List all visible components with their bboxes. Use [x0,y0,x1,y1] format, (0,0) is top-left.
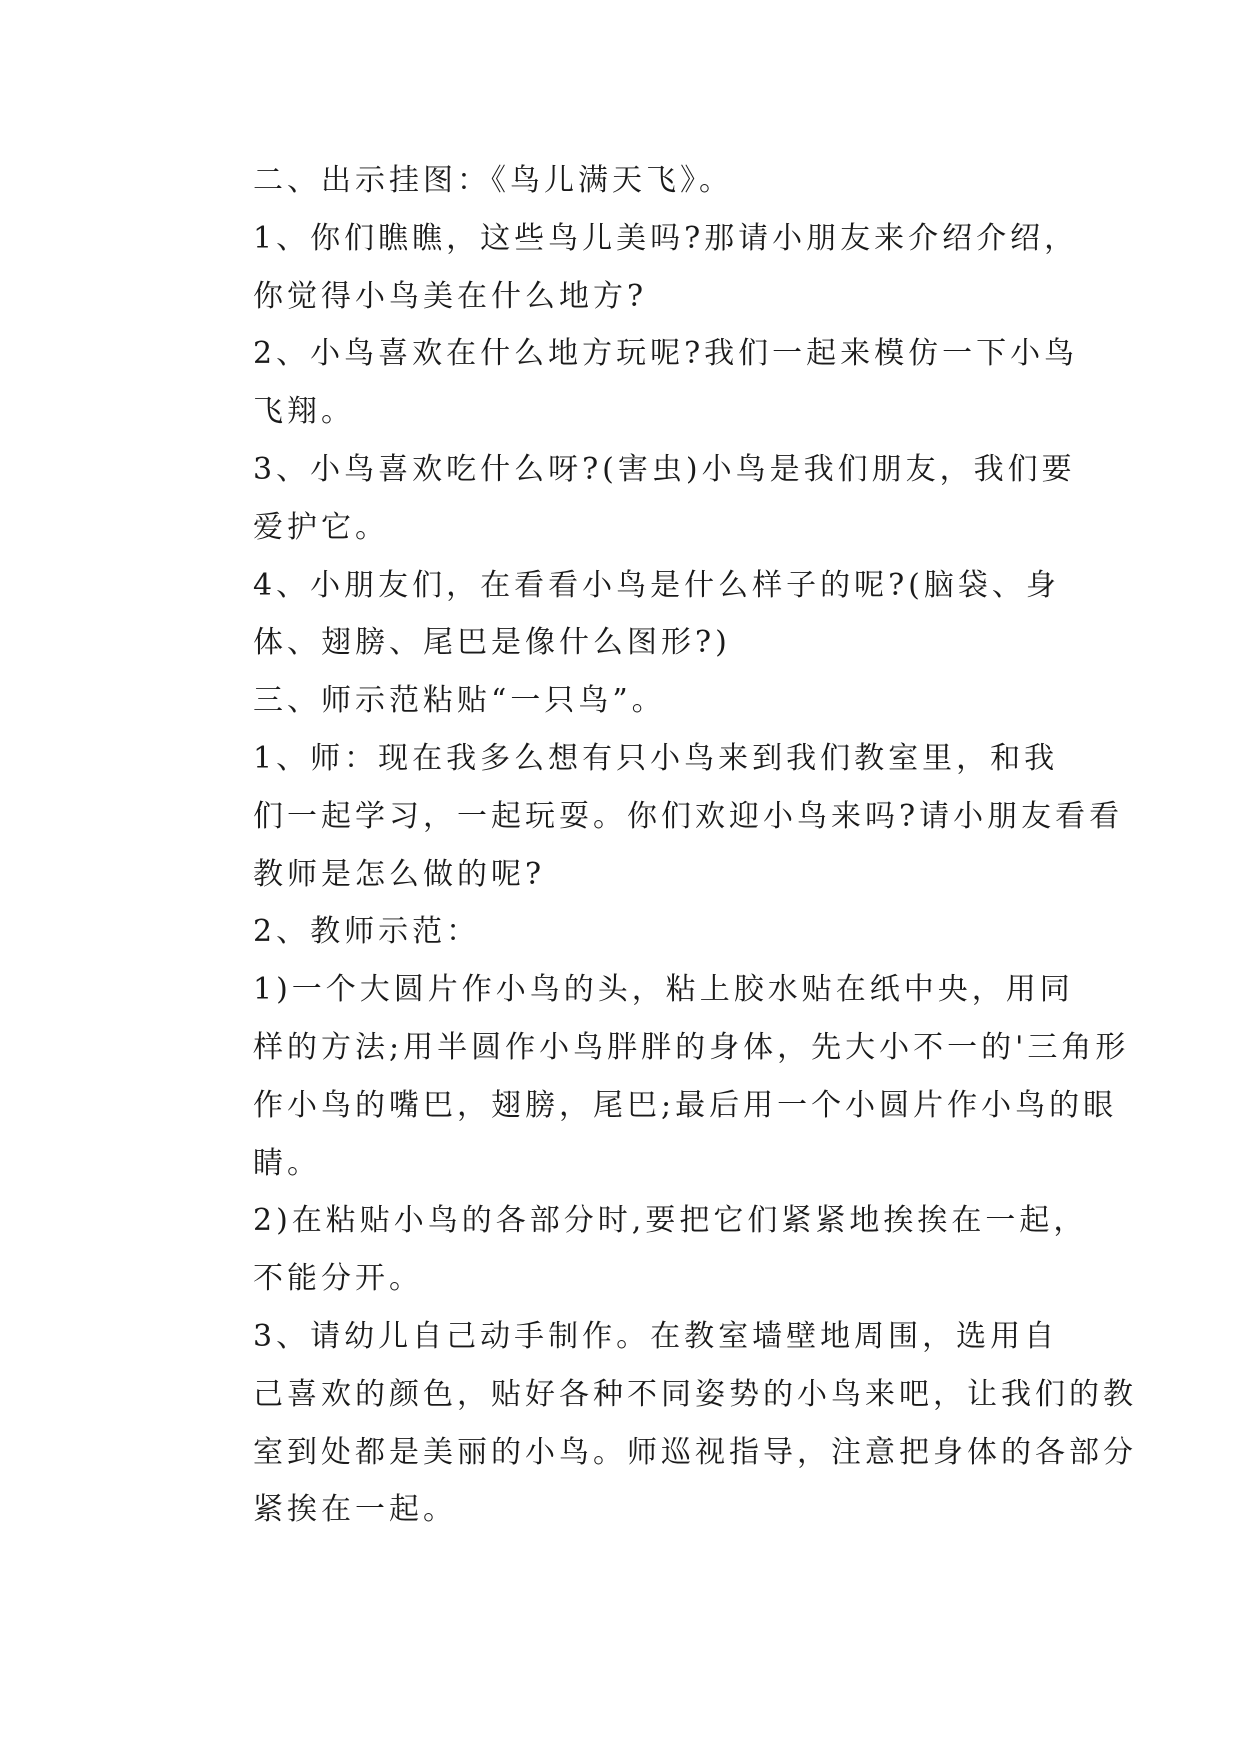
text-line: 爱护它。 [253,509,389,545]
paragraph-demo-step-2 [191,1192,1088,1308]
text-line: 作小鸟的嘴巴，翅膀，尾巴;最后用一个小圆片作小鸟的眼 [253,1087,1118,1123]
text-line: 不能分开。 [253,1261,423,1297]
text-line: 紧挨在一起。 [253,1492,457,1528]
section-heading-3 [191,672,1055,730]
text-line: 2、小鸟喜欢在什么地方玩呢?我们一起来模仿一下小鸟 [253,336,1079,372]
text-line: 教师是怎么做的呢? [253,856,546,892]
text-line: 己喜欢的颜色，贴好各种不同姿势的小鸟来吧，让我们的教 [253,1376,1137,1412]
paragraph-item-1 [191,210,1079,326]
paragraph-demo-heading [191,903,1055,961]
text-line: 你觉得小鸟美在什么地方? [253,278,648,314]
text-line: 睛。 [253,1145,321,1181]
paragraph-item-4 [191,557,1060,673]
paragraph-item-3 [191,441,1076,557]
text-line: 们一起学习，一起玩耍。你们欢迎小鸟来吗?请小朋友看看 [253,798,1124,834]
text-line: 4、小朋友们，在看看小鸟是什么样子的呢?(脑袋、身 [253,567,1060,603]
text-line: 3、小鸟喜欢吃什么呀?(害虫)小鸟是我们朋友，我们要 [253,451,1076,487]
text-line: 2)在粘贴小鸟的各部分时,要把它们紧紧地挨挨在一起， [253,1203,1088,1239]
text-line: 2、教师示范： [253,914,481,950]
text-line: 二、出示挂图：《鸟儿满天飞》。 [253,163,733,198]
text-line: 室到处都是美丽的小鸟。师巡视指导，注意把身体的各部分 [253,1434,1137,1470]
text-line: 1)一个大圆片作小鸟的头，粘上胶水贴在纸中央，用同 [253,972,1074,1008]
paragraph-item-2 [191,325,1079,441]
paragraph-demo-step-1 [191,961,1130,1192]
text-line: 三、师示范粘贴“一只鸟”。 [253,683,666,719]
section-heading-2 [191,152,1055,210]
document-body [191,152,1137,1539]
paragraph-child-activity [191,1308,1137,1539]
text-line: 3、请幼儿自己动手制作。在教室墙壁地周围，选用自 [253,1318,1059,1354]
paragraph-teacher-intro [191,730,1124,903]
text-line: 飞翔。 [253,394,355,430]
text-line: 1、你们瞧瞧，这些鸟儿美吗?那请小朋友来介绍介绍， [253,220,1079,256]
text-line: 1、师：现在我多么想有只小鸟来到我们教室里，和我 [253,740,1059,776]
text-line: 样的方法;用半圆作小鸟胖胖的身体，先大小不一的'三角形 [253,1029,1130,1065]
text-line: 体、翅膀、尾巴是像什么图形?) [253,625,731,661]
